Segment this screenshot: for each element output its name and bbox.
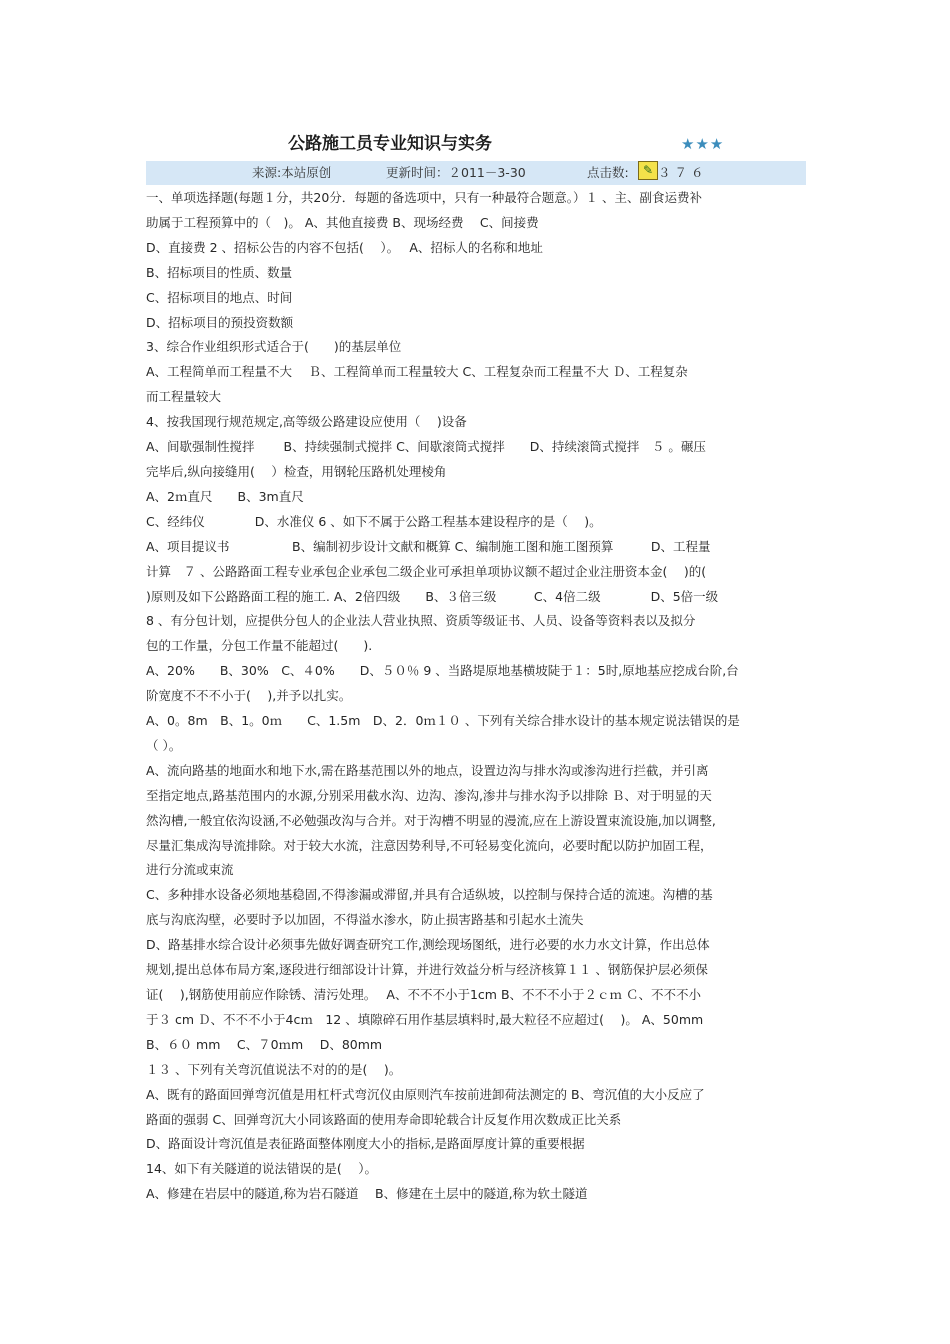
body-line: 规划,提出总体布局方案,逐段进行细部设计计算，并进行效益分析与经济核算１１ ﻿、钢筋保护层必须保 bbox=[146, 962, 708, 978]
body-line: 一、单项选择题(每题１分，共20分．每题的备选项中，只有一种最符合题意。）１ ﻿、主、副食运费补 bbox=[146, 190, 703, 205]
body-line: A、修建在岩层中的隧道,称为岩石隧道 ﻿B、修建在土层中的隧道,称为软土隧道 bbox=[146, 1186, 588, 1202]
body-line: A、0。8m B、1。0ｍ C、1.5m D、2．0ｍ１０ ﻿、下列有关综合排水设计的基本规定说法错误的是 bbox=[146, 713, 740, 729]
body-line: B、６０ mm C、７0ｍm D、80mm bbox=[146, 1036, 383, 1052]
body-line: D、路基排水综合设计必须事先做好调查研究工作,测绘现场图纸，进行必要的水力水文计算，作出总体 bbox=[146, 937, 710, 953]
body-line: A、间歇强制性搅拌 B、持续强制式搅拌 ﻿C、间歇滚筒式搅拌 D、持续滚筒式搅拌 ５ ﻿。碾压 bbox=[146, 439, 706, 455]
update-time: 更新时间：２011－3-30 bbox=[386, 165, 526, 180]
body-line: 3、综合作业组织形式适合于( )的基层单位 bbox=[146, 339, 402, 355]
body-line: 于３ cm Ｄ、不不不小于4cｍ 12 ﻿、填隙碎石用作基层填料时,最大粒径不应超过( )。 ﻿A、50mm bbox=[146, 1011, 704, 1027]
body-line: D、路面设计弯沉值是表征路面整体刚度大小的指标,是路面厚度计算的重要根据 bbox=[146, 1136, 585, 1152]
article-body bbox=[146, 186, 806, 1207]
article-meta-bar bbox=[146, 161, 806, 185]
body-line: D、招标项目的预投资数额 bbox=[146, 314, 294, 330]
body-line: 计算 ７ ﻿、公路路面工程专业承包企业承包二级企业可承担单项协议额不超过企业注册资本金( )的( bbox=[146, 563, 707, 579]
body-line: C、经纬仪 D、水准仪 6 ﻿、如下不属于公路工程基本建设程序的是（ )。 bbox=[146, 513, 602, 529]
body-line: A、工程简单而工程量不大 ﻿Ｂ、工程简单而工程量较大 ﻿C、工程复杂而工程量不大 ﻿Ｄ、工程复杂 bbox=[146, 364, 688, 380]
body-line: A、既有的路面回弹弯沉值是用杠杆式弯沉仪由原则汽车按前进卸荷法测定的 ﻿B、弯沉值的大小反应了 bbox=[146, 1086, 705, 1102]
body-line: 然沟槽,一般宜依沟设涵,不必勉强改沟与合并。对于沟槽不明显的漫流,应在上游设置束流设施,加以调整, bbox=[146, 812, 716, 828]
body-line: 14、如下有关隧道的说法错误的是( ）。 bbox=[146, 1161, 378, 1177]
body-line: 4、按我国现行规范规定,高等级公路建设应使用（ )设备 bbox=[146, 414, 467, 430]
body-line: 8 、有分包计划，应提供分包人的企业法人营业执照、资质等级证书、人员、设备等资料表以及拟分 bbox=[146, 613, 696, 629]
body-line: 至指定地点,路基范围内的水源,分别采用截水沟、边沟、渗沟,渗井与排水沟予以排除 ﻿Ｂ、对于明显的天 bbox=[146, 787, 712, 803]
body-line: A、2ｍ直尺 B、3m直尺 bbox=[146, 488, 304, 504]
body-line: 阶宽度不不不小于( ),并予以扎实。 bbox=[146, 688, 352, 704]
body-line: C、多种排水设备必须地基稳固,不得渗漏或滞留,并具有合适纵坡，以控制与保持合适的流速。沟槽的基 bbox=[146, 887, 713, 903]
rating-stars: ★★★ bbox=[681, 135, 725, 153]
body-line: A、流向路基的地面水和地下水,需在路基范围以外的地点，设置边沟与排水沟或渗沟进行拦截，并引离 bbox=[146, 762, 709, 778]
body-line: B、招标项目的性质、数量 bbox=[146, 264, 293, 280]
body-line: A、项目提议书 B、编制初步设计文献和概算 ﻿C、编制施工图和施工图预算 D、工程量 bbox=[146, 538, 711, 554]
body-line: )原则及如下公路路面工程的施工. ﻿A、2倍四级 B、３倍三级 C、4倍二级 D、5倍一级 ﻿ bbox=[146, 588, 723, 604]
click-count-value: ３７６ bbox=[658, 165, 708, 180]
body-line: D、直接费 2 ﻿、招标公告的内容不包括( ）。 ﻿A、招标人的名称和地址 bbox=[146, 239, 543, 255]
document-header bbox=[0, 131, 950, 157]
hit-counter-icon: ✎ bbox=[638, 161, 658, 180]
body-line: A、20% B、30% C、４0% D、５０％ 9 ﻿、当路堤原地基横坡陡于１：5时,原地基应挖成台阶,台 bbox=[146, 663, 739, 679]
body-line: （ ）。 bbox=[146, 737, 182, 753]
body-line: C、招标项目的地点、时间 bbox=[146, 289, 293, 305]
body-line: 而工程量较大 bbox=[146, 389, 222, 405]
body-line: 底与沟底沟壁，必要时予以加固，不得溢水渗水，防止损害路基和引起水土流失 bbox=[146, 912, 584, 928]
body-line: 尽量汇集成沟导流排除。对于较大水流，注意因势利导,不可轻易变化流向，必要时配以防护加固工程， bbox=[146, 837, 713, 853]
body-line: １３ 、下列有关弯沉值说法不对的的是( )。 bbox=[146, 1061, 402, 1077]
body-line: 进行分流或束流 bbox=[146, 862, 234, 878]
body-line: 完毕后,纵向接缝用( ）检查，用钢轮压路机处理棱角 bbox=[146, 463, 447, 479]
body-line: 证( ),钢筋使用前应作除锈、清污处理。 ﻿A、不不不小于1cm B、不不不小于２ｃｍ Ｃ、不不不小 bbox=[146, 987, 702, 1002]
body-line: 助属于工程预算中的（ )。 ﻿A、其他直接费 ﻿B、现场经费 ﻿C、间接费 bbox=[146, 214, 539, 230]
source-label: 来源:本站原创 bbox=[252, 165, 332, 180]
document-title: 公路施工员专业知识与实务 bbox=[288, 134, 492, 154]
body-line: 路面的强弱 ﻿C、回弹弯沉大小同该路面的使用寿命即轮载合计反复作用次数成正比关系 bbox=[146, 1111, 622, 1127]
body-line: 包的工作量，分包工作量不能超过( ). bbox=[146, 638, 373, 654]
click-count-label: 点击数: bbox=[587, 165, 629, 180]
